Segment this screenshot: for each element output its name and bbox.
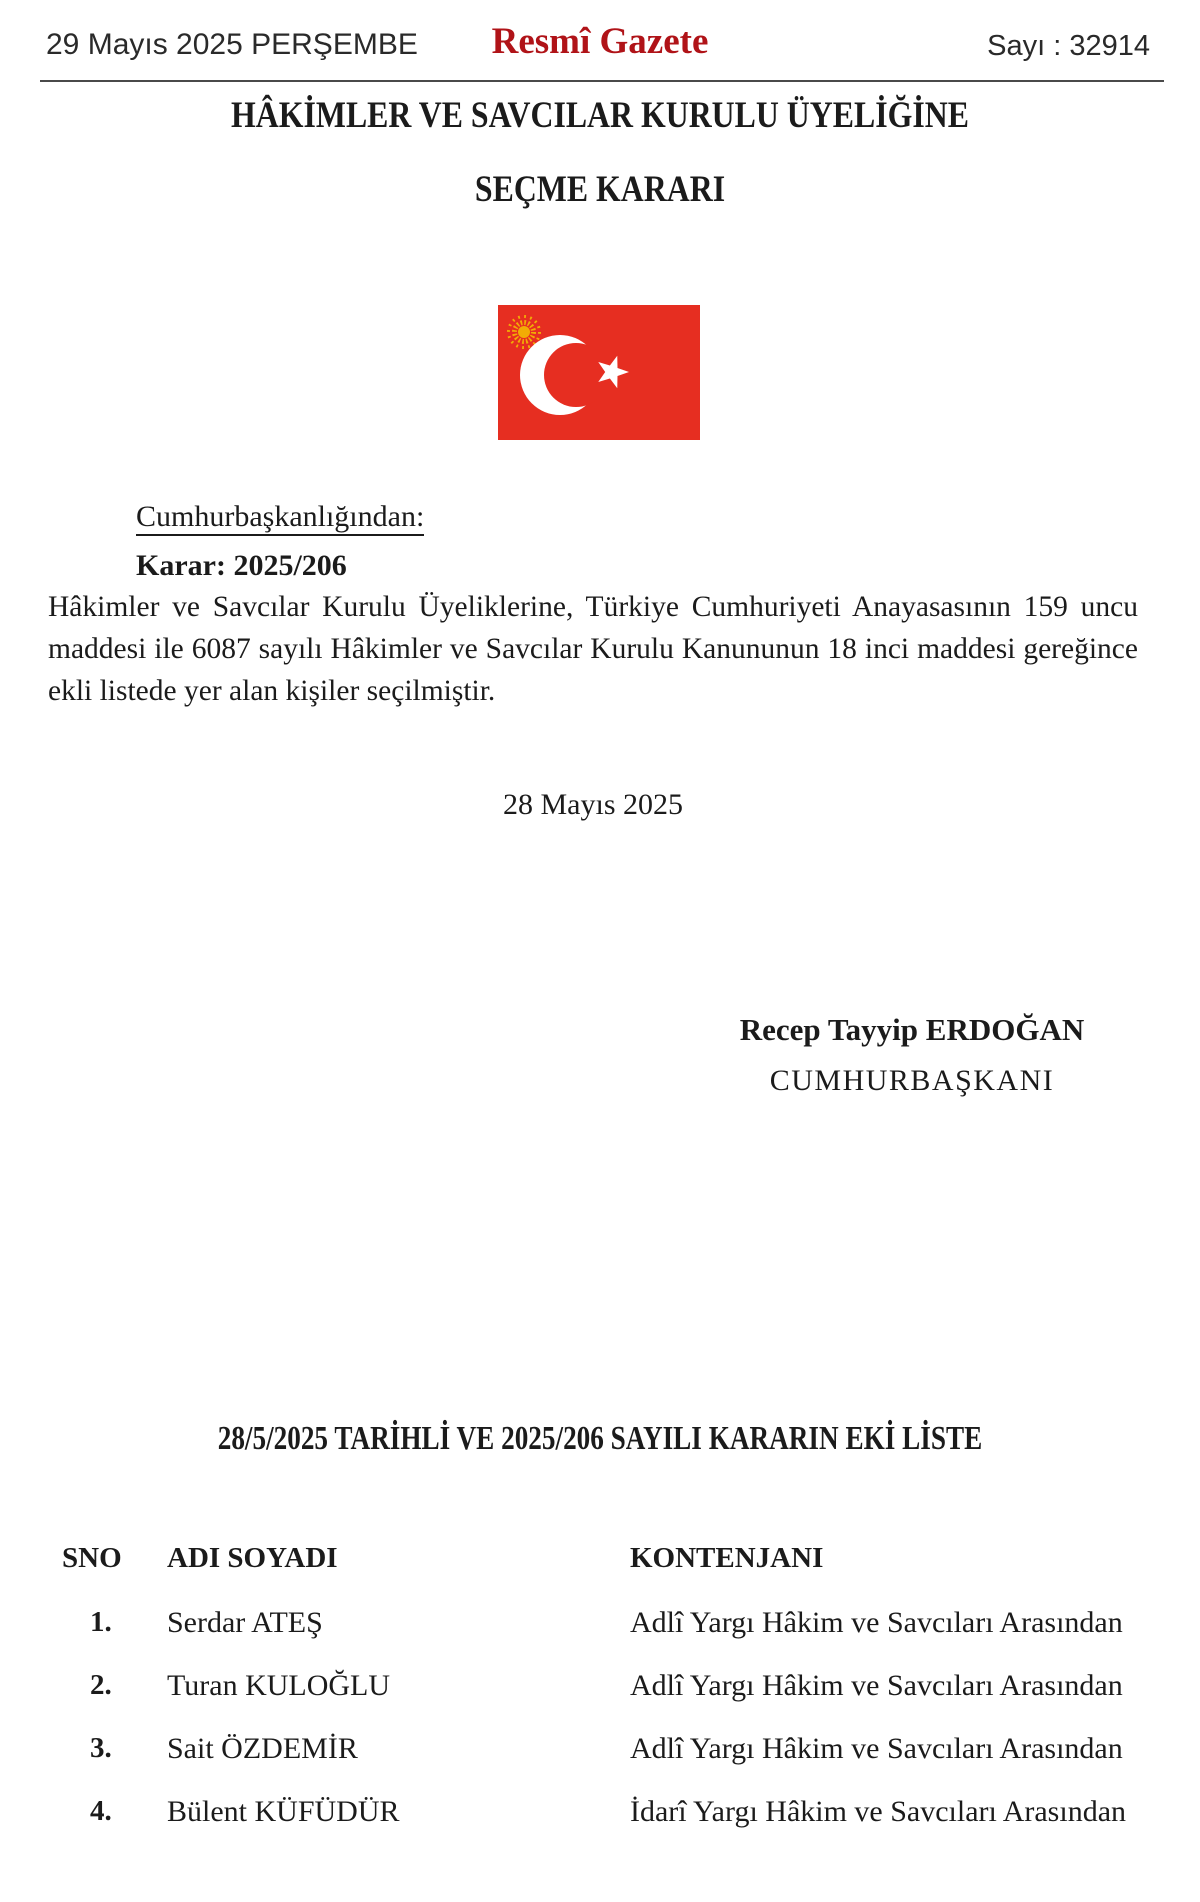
header-issue-number: Sayı : 32914 (987, 30, 1150, 62)
table-row (0, 1795, 1200, 1835)
header-date: 29 Mayıs 2025 PERŞEMBE (46, 28, 418, 61)
decision-number: Karar: 2025/206 (136, 549, 347, 582)
issuing-authority (136, 500, 424, 534)
body-line: Hâkimler ve Savcılar Kurulu Üyeliklerine, Türkiye Cumhuriyeti Anayasasının 159 uncu (48, 591, 1138, 623)
decision-date: 28 Mayıs 2025 (503, 788, 683, 821)
column-header-name: ADI SOYADI (167, 1542, 338, 1574)
row-name: Sait ÖZDEMİR (167, 1732, 358, 1765)
row-number: 4. (90, 1795, 112, 1827)
crescent-cutout (544, 343, 608, 407)
row-number: 1. (90, 1606, 112, 1638)
row-name: Turan KULOĞLU (167, 1669, 391, 1702)
row-name: Serdar ATEŞ (167, 1606, 323, 1639)
table-row (0, 1606, 1200, 1646)
column-header-sno: SNO (62, 1542, 122, 1574)
table-header-row (0, 1542, 1200, 1582)
header-divider-line (40, 80, 1164, 82)
row-quota: Adlî Yargı Hâkim ve Savcıları Arasından (630, 1669, 1123, 1702)
column-header-quota: KONTENJANI (630, 1542, 824, 1574)
row-quota: Adlî Yargı Hâkim ve Savcıları Arasından (630, 1732, 1123, 1765)
body-line: ekli listede yer alan kişiler seçilmiştir. (48, 675, 496, 707)
row-quota: Adlî Yargı Hâkim ve Savcıları Arasından (630, 1606, 1123, 1639)
table-row (0, 1732, 1200, 1772)
signature-title: CUMHURBAŞKANI (769, 1064, 1055, 1097)
row-number: 2. (90, 1669, 112, 1701)
issuing-authority-text: Cumhurbaşkanlığından: (136, 500, 424, 536)
row-number: 3. (90, 1732, 112, 1764)
body-line: maddesi ile 6087 sayılı Hâkimler ve Savcılar Kurulu Kanununun 18 inci maddesi gereğince (48, 633, 1138, 665)
row-quota: İdarî Yargı Hâkim ve Savcıları Arasından (630, 1795, 1127, 1828)
decision-title-line1: HÂKİMLER VE SAVCILAR KURULU ÜYELİĞİNE (231, 95, 969, 136)
signature-name: Recep Tayyip ERDOĞAN (739, 1012, 1085, 1047)
annex-list-title: 28/5/2025 TARİHLİ VE 2025/206 SAYILI KARARIN EKİ LİSTE (217, 1420, 983, 1457)
decision-title-line2: SEÇME KARARI (474, 169, 726, 210)
row-name: Bülent KÜFÜDÜR (167, 1795, 400, 1828)
turkish-presidential-flag-icon (498, 305, 700, 440)
decision-body (48, 586, 1138, 712)
masthead-title-text: Resmî Gazete (491, 21, 709, 62)
table-row (0, 1669, 1200, 1709)
